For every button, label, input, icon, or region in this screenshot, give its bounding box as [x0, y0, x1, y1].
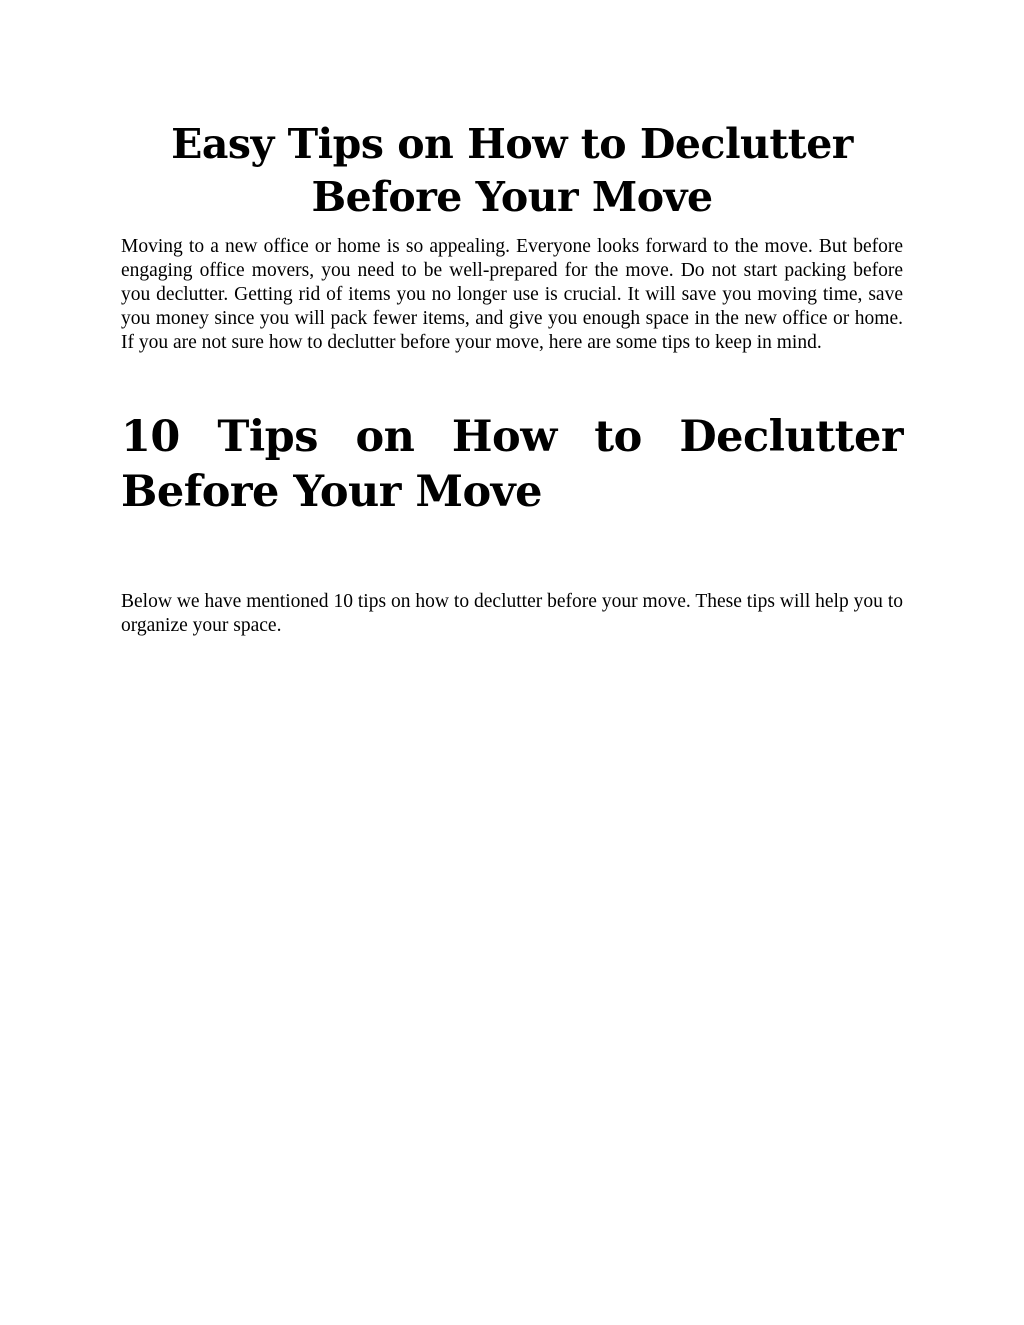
document-page — [121, 118, 903, 638]
document-title: Easy Tips on How to Declutter Before Your Move — [171, 120, 853, 221]
section-heading: 10 Tips on How to Declutter Before Your Move — [121, 412, 903, 517]
intro-paragraph: Moving to a new office or home is so appealing. Everyone looks forward to the move. But before engaging office movers, you need to be well-prepared for the move. Do not start packing before you declutter. Getting rid of items you no longer use is crucial. It will save you moving time, save you money since you will pack fewer items, and give you enough space in the new office or home. If you are not sure how to declutter before your move, here are some tips to keep in mind. — [121, 236, 903, 353]
section-intro-paragraph: Below we have mentioned 10 tips on how to declutter before your move. These tips will help you to organize your space. — [121, 591, 903, 636]
